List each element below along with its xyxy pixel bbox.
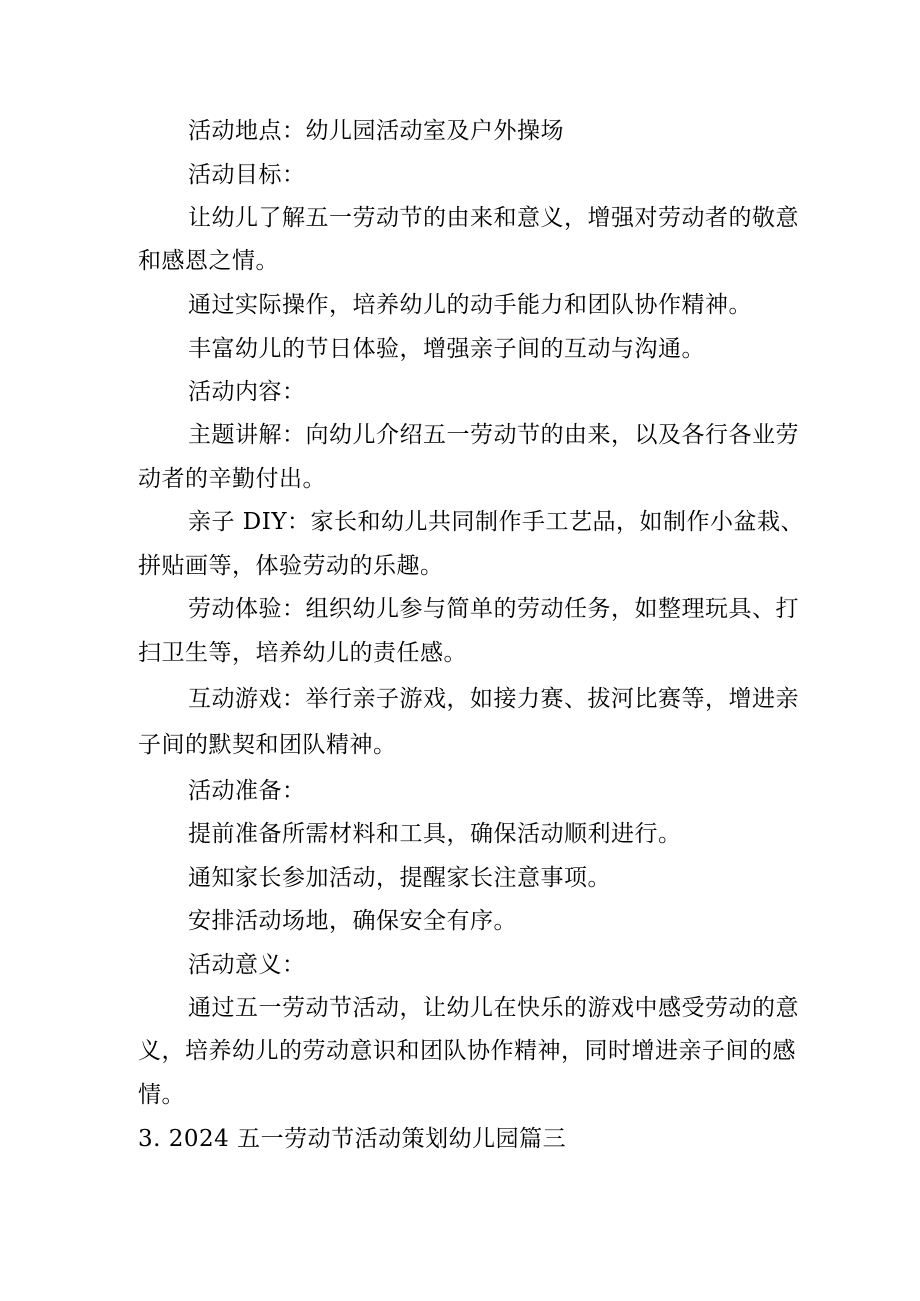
- text-line: 义，培养幼儿的劳动意识和团队协作精神，同时增进亲子间的感: [138, 1038, 796, 1064]
- text-line: 活动准备：: [188, 778, 306, 804]
- text-line: 亲子 DIY：家长和幼儿共同制作手工艺品，如制作小盆栽、: [188, 509, 805, 535]
- text-line: 互动游戏：举行亲子游戏，如接力赛、拔河比赛等，增进亲: [188, 686, 799, 712]
- text-line: 让幼儿了解五一劳动节的由来和意义，增强对劳动者的敬意: [188, 205, 799, 231]
- text-line: 子间的默契和团队精神。: [138, 732, 397, 758]
- text-line: 通知家长参加活动，提醒家长注意事项。: [188, 865, 611, 891]
- text-line: 动者的辛勤付出。: [138, 466, 326, 492]
- text-line: 通过五一劳动节活动，让幼儿在快乐的游戏中感受劳动的意: [188, 995, 799, 1021]
- text-line: 扫卫生等，培养幼儿的责任感。: [138, 640, 467, 666]
- text-line: 情。: [138, 1082, 185, 1108]
- text-line: 活动目标：: [188, 162, 306, 188]
- text-line: 提前准备所需材料和工具，确保活动顺利进行。: [188, 821, 682, 847]
- section-heading: 3. 2024 五一劳动节活动策划幼儿园篇三: [138, 1126, 567, 1152]
- text-line: 活动地点：幼儿园活动室及户外操场: [188, 118, 564, 144]
- text-line: 活动意义：: [188, 952, 306, 978]
- text-line: 和感恩之情。: [138, 248, 279, 274]
- text-line: 主题讲解：向幼儿介绍五一劳动节的由来，以及各行各业劳: [188, 422, 799, 448]
- text-line: 活动内容：: [188, 379, 306, 405]
- text-line: 劳动体验：组织幼儿参与简单的劳动任务，如整理玩具、打: [188, 596, 799, 622]
- text-line: 丰富幼儿的节日体验，增强亲子间的互动与沟通。: [188, 336, 705, 362]
- text-line: 拼贴画等，体验劳动的乐趣。: [138, 553, 444, 579]
- text-line: 通过实际操作，培养幼儿的动手能力和团队协作精神。: [188, 292, 752, 318]
- text-line: 安排活动场地，确保安全有序。: [188, 908, 517, 934]
